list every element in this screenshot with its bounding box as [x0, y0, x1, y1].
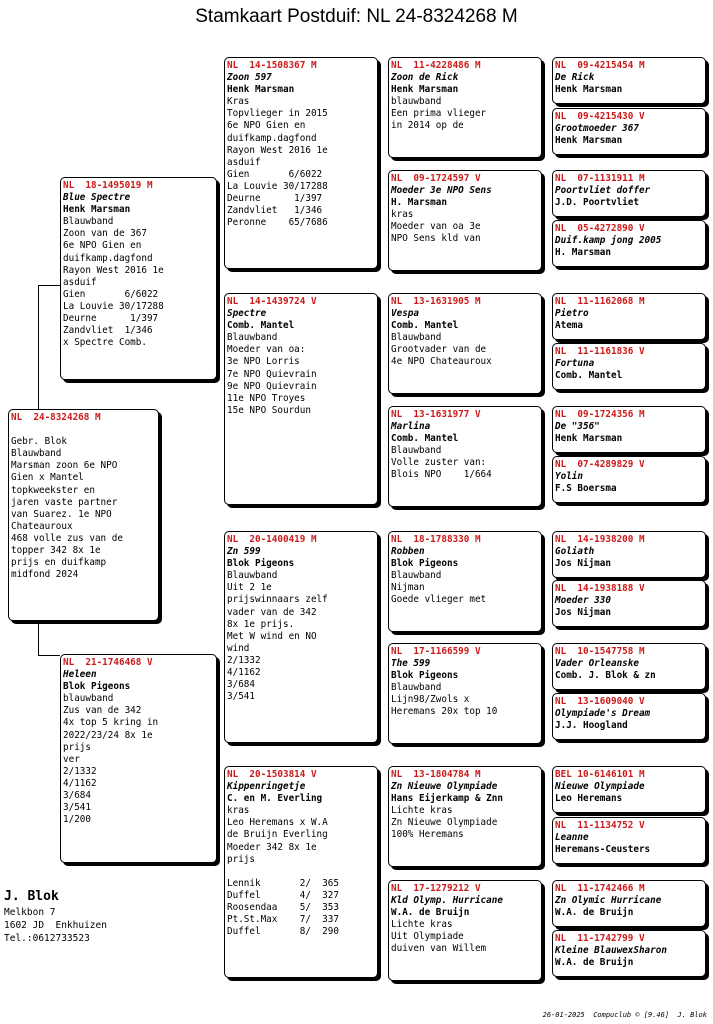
info-line: Gien 6/6022	[227, 168, 323, 180]
info-line: Zandvliet 1/346	[227, 205, 323, 217]
info-line: 4x top 5 kring in	[63, 717, 159, 729]
info-line: topkweekster en	[11, 484, 95, 496]
breeder-phone: Tel.:0612733523	[4, 933, 90, 944]
info-line: Een prima vlieger	[391, 108, 487, 120]
info-line: Duffel 8/ 290	[227, 926, 339, 938]
info-line: Lichte kras	[391, 919, 453, 931]
pigeon-name: Kld Olymp. Hurricane	[391, 895, 503, 907]
ring-number: NL 10-1547758 M	[555, 646, 645, 657]
info-line: 3/684	[63, 790, 91, 802]
pedigree-box-mmf[interactable]	[388, 766, 542, 867]
pedigree-box-g4[interactable]	[552, 220, 706, 267]
ring-number: NL 20-1503814 V	[227, 769, 317, 780]
pedigree-box-g3[interactable]	[552, 170, 706, 217]
info-line: Topvlieger in 2015	[227, 108, 328, 120]
pedigree-box-mmm[interactable]	[388, 880, 542, 981]
owner-name: W.A. de Bruijn	[555, 907, 634, 919]
pedigree-box-fmf[interactable]	[388, 293, 542, 394]
pigeon-name: Kleine BlauwexSharon	[555, 945, 667, 957]
pedigree-box-g12[interactable]	[552, 693, 706, 740]
pedigree-box-g1[interactable]	[552, 57, 706, 104]
info-line	[11, 424, 158, 436]
pedigree-box-mff[interactable]	[388, 531, 542, 632]
pedigree-box-g5[interactable]	[552, 293, 706, 340]
owner-name: Henk Marsman	[555, 433, 623, 445]
info-line: 2022/23/24 8x 1e	[63, 729, 153, 741]
ring-number: NL 09-4215430 V	[555, 111, 645, 122]
breeder-street: Melkbon 7	[4, 907, 56, 918]
pigeon-name: Leanne	[555, 832, 589, 844]
pigeon-name: Moeder 3e NPO Sens	[391, 185, 492, 197]
info-line: 15e NPO Sourdun	[227, 404, 311, 416]
info-line: Duffel 4/ 327	[227, 889, 339, 901]
pedigree-box-g15[interactable]	[552, 880, 706, 927]
info-line: Zoon van de 367	[63, 228, 147, 240]
ring-number: NL 05-4272890 V	[555, 223, 645, 234]
ring-number: NL 11-1134752 V	[555, 820, 645, 831]
connector-line	[38, 621, 39, 655]
pigeon-name: Vespa	[391, 308, 419, 320]
info-line: duifkamp.dagfond	[63, 252, 153, 264]
owner-name: Henk Marsman	[391, 84, 459, 96]
owner-name: Comb. Mantel	[227, 320, 295, 332]
owner-name: Henk Marsman	[555, 84, 623, 96]
info-line: Moeder van oa:	[227, 344, 306, 356]
ring-number: NL 13-1609040 V	[555, 696, 645, 707]
info-line: Zus van de 342	[63, 705, 142, 717]
breeder-info	[4, 888, 107, 945]
ring-number: NL 14-1439724 V	[227, 296, 317, 307]
info-line: 3/541	[227, 691, 255, 703]
info-line: Peronne 65/7686	[227, 217, 328, 229]
connector-line	[38, 285, 60, 286]
pigeon-name: Zoon de Rick	[391, 72, 459, 84]
pedigree-box-g2[interactable]	[552, 108, 706, 155]
pedigree-box-main[interactable]	[8, 409, 159, 621]
info-line: Uit 2 1e	[227, 582, 272, 594]
info-line: Lichte kras	[391, 805, 453, 817]
pigeon-name: De Rick	[555, 72, 595, 84]
ring-number: NL 11-1161836 V	[555, 346, 645, 357]
info-line: La Louvie 30/17288	[227, 180, 328, 192]
info-line: Leo Heremans x W.A	[227, 817, 328, 829]
ring-number: NL 18-1495019 M	[63, 180, 153, 191]
pigeon-name: Goliath	[555, 546, 595, 558]
info-line: wind	[227, 642, 250, 654]
info-line: Deurne 1/397	[227, 193, 323, 205]
info-line: Grootvader van de	[391, 344, 487, 356]
ring-number: NL 09-1724597 V	[391, 173, 481, 184]
info-line: van Suarez. 1e NPO	[11, 508, 112, 520]
pigeon-name: Kippenringetje	[227, 781, 306, 793]
owner-name: F.S Boersma	[555, 483, 617, 495]
pigeon-name: Poortvliet doffer	[555, 185, 651, 197]
owner-name: Comb. Mantel	[391, 433, 459, 445]
pigeon-name: Zoon 597	[227, 72, 272, 84]
info-line: 468 volle zus van de	[11, 532, 123, 544]
pedigree-box-mother[interactable]	[60, 654, 217, 863]
pigeon-name: Grootmoeder 367	[555, 123, 639, 135]
pedigree-box-g11[interactable]	[552, 643, 706, 690]
pigeon-name: Zn Nieuwe Olympiade	[391, 781, 498, 793]
ring-number: NL 11-4228486 M	[391, 60, 481, 71]
pigeon-name: De "356"	[555, 421, 600, 433]
ring-number: NL 17-1279212 V	[391, 883, 481, 894]
info-line: Moeder van oa 3e	[391, 221, 481, 233]
ring-number: NL 21-1746468 V	[63, 657, 153, 668]
info-line: 9e NPO Quievrain	[227, 380, 317, 392]
owner-name: Comb. Mantel	[391, 320, 459, 332]
info-line: prijs en duifkamp	[11, 557, 107, 569]
info-line: Zandvliet 1/346	[63, 325, 153, 337]
ring-number: NL 13-1631905 M	[391, 296, 481, 307]
owner-name: Blok Pigeons	[391, 670, 459, 682]
ring-number: NL 07-1131911 M	[555, 173, 645, 184]
info-line: Deurne 1/397	[63, 313, 159, 325]
info-line: prijs	[63, 741, 91, 753]
ring-number: NL 14-1938200 M	[555, 534, 645, 545]
info-line: 1/200	[63, 814, 91, 826]
pigeon-name: Duif.kamp jong 2005	[555, 235, 662, 247]
info-line: 4/1162	[227, 667, 261, 679]
breeder-name: J. Blok	[4, 889, 59, 904]
owner-name: H. Marsman	[391, 197, 447, 209]
info-line: NPO Sens kld van	[391, 233, 481, 245]
info-line: Blauwband	[391, 332, 442, 344]
info-line: 3/684	[227, 679, 255, 691]
info-line: Gebr. Blok	[11, 436, 67, 448]
connector-line	[38, 655, 60, 656]
owner-name: Jos Nijman	[555, 558, 611, 570]
info-line: prijswinnaars zelf	[227, 594, 328, 606]
info-line: midfond 2024	[11, 569, 79, 581]
ring-number: NL 09-1724356 M	[555, 409, 645, 420]
ring-number: NL 17-1166599 V	[391, 646, 481, 657]
pedigree-box-fff[interactable]	[388, 57, 542, 158]
pedigree-box-g16[interactable]	[552, 930, 706, 977]
owner-name: Hans Eijerkamp & Znn	[391, 793, 503, 805]
owner-name: Henk Marsman	[227, 84, 295, 96]
info-line: Blauwband	[391, 445, 442, 457]
info-line: Blauwband	[227, 332, 278, 344]
info-line: duiven van Willem	[391, 943, 487, 955]
page-title: Stamkaart Postduif: NL 24-8324268 M	[195, 6, 518, 27]
ring-number: NL 11-1742466 M	[555, 883, 645, 894]
info-line: Nijman	[391, 582, 425, 594]
info-line: Goede vlieger met	[391, 594, 487, 606]
info-line: 4/1162	[63, 777, 97, 789]
ring-number: BEL 10-6146101 M	[555, 769, 645, 780]
owner-name: C. en M. Everling	[227, 793, 323, 805]
pedigree-box-mfm[interactable]	[388, 643, 542, 744]
pedigree-box-fm[interactable]	[224, 293, 378, 505]
info-line: Rayon West 2016 1e	[227, 144, 328, 156]
info-line: Pt.St.Max 7/ 337	[227, 914, 339, 926]
info-line: 3e NPO Lorris	[227, 356, 300, 368]
pigeon-name: Zn 599	[227, 546, 261, 558]
pigeon-name: Vader Orleanske	[555, 658, 639, 670]
info-line: Blauwband	[63, 216, 114, 228]
info-line: Heremans 20x top 10	[391, 706, 498, 718]
ring-number: NL 09-4215454 M	[555, 60, 645, 71]
info-line: vader van de 342	[227, 606, 317, 618]
info-line: Volle zuster van:	[391, 457, 487, 469]
info-line: 6e NPO Gien en	[227, 120, 306, 132]
owner-name: H. Marsman	[555, 247, 611, 259]
info-line: kras	[391, 209, 414, 221]
info-line: 3/541	[63, 802, 91, 814]
owner-name: Atema	[555, 320, 583, 332]
info-line: Kras	[227, 96, 250, 108]
info-line: 6e NPO Gien en	[63, 240, 142, 252]
info-line: Blauwband	[227, 570, 278, 582]
info-line: Moeder 342 8x 1e	[227, 841, 317, 853]
info-line: Gien 6/6022	[63, 288, 159, 300]
ring-number: NL 14-1938188 V	[555, 583, 645, 594]
info-line: 8x 1e prijs.	[227, 618, 295, 630]
info-line: Blauwband	[391, 570, 442, 582]
pedigree-box-g6[interactable]	[552, 343, 706, 390]
pigeon-name: Marlina	[391, 421, 431, 433]
footer-credit: 26-01-2025 Compuclub © [9.46] J. Blok	[542, 1011, 707, 1019]
info-line: Lijn98/Zwols x	[391, 694, 470, 706]
pigeon-name: Fortuna	[555, 358, 595, 370]
info-line: Blauwband	[391, 682, 442, 694]
owner-name: Jos Nijman	[555, 607, 611, 619]
info-line: jaren vaste partner	[11, 496, 118, 508]
pigeon-name: Yolin	[555, 471, 583, 483]
info-line: Roosendaa 5/ 353	[227, 902, 339, 914]
info-line: ver	[63, 753, 80, 765]
owner-name: J.D. Poortvliet	[555, 197, 639, 209]
info-line: 100% Heremans	[391, 829, 464, 841]
info-line: Blauwband	[11, 448, 62, 460]
info-line: kras	[227, 805, 250, 817]
pedigree-box-fmm[interactable]	[388, 406, 542, 507]
info-line: 2/1332	[63, 765, 97, 777]
pedigree-box-g8[interactable]	[552, 456, 706, 503]
pigeon-name: Robben	[391, 546, 425, 558]
owner-name: Comb. Mantel	[555, 370, 623, 382]
pigeon-name: Nieuwe Olympiade	[555, 781, 645, 793]
ring-number: NL 18-1788330 M	[391, 534, 481, 545]
info-line: Zn Nieuwe Olympiade	[391, 817, 498, 829]
owner-name: J.J. Hoogland	[555, 720, 628, 732]
pedigree-box-father[interactable]	[60, 177, 217, 380]
info-line: blauwband	[391, 96, 442, 108]
info-line: Met W wind en NO	[227, 630, 317, 642]
info-line	[227, 866, 377, 878]
pigeon-name: The 599	[391, 658, 431, 670]
pedigree-box-mf[interactable]	[224, 531, 378, 743]
ring-number: NL 13-1631977 V	[391, 409, 481, 420]
info-line: Blois NPO 1/664	[391, 469, 492, 481]
breeder-city: 1602 JD Enkhuizen	[4, 920, 107, 931]
info-line: Chateauroux	[11, 520, 73, 532]
pigeon-name: Zn Olymic Hurricane	[555, 895, 662, 907]
owner-name: Henk Marsman	[555, 135, 623, 147]
connector-line	[38, 285, 39, 411]
owner-name: Heremans-Ceusters	[555, 844, 651, 856]
pedigree-box-g13[interactable]	[552, 766, 706, 813]
info-line: topper 342 8x 1e	[11, 545, 101, 557]
pedigree-box-ffm[interactable]	[388, 170, 542, 271]
info-line: Gien x Mantel	[11, 472, 84, 484]
info-line: Lennik 2/ 365	[227, 877, 339, 889]
pedigree-box-mm[interactable]	[224, 766, 378, 978]
owner-name: W.A. de Bruijn	[555, 957, 634, 969]
pigeon-name: Moeder 330	[555, 595, 611, 607]
ring-number: NL 11-1742799 V	[555, 933, 645, 944]
info-line: La Louvie 30/17288	[63, 300, 164, 312]
info-line: asduif	[227, 156, 261, 168]
ring-number: NL 07-4289829 V	[555, 459, 645, 470]
info-line: asduif	[63, 276, 97, 288]
owner-name: Blok Pigeons	[227, 558, 295, 570]
pedigree-box-g9[interactable]	[552, 531, 706, 578]
pedigree-box-g7[interactable]	[552, 406, 706, 453]
owner-name: Comb. J. Blok & zn	[555, 670, 656, 682]
info-line: Rayon West 2016 1e	[63, 264, 164, 276]
pigeon-name: Olympiade's Dream	[555, 708, 651, 720]
info-line: Uit Olympiade	[391, 931, 464, 943]
info-line: 11e NPO Troyes	[227, 392, 306, 404]
info-line: prijs	[227, 853, 255, 865]
info-line: x Spectre Comb.	[63, 337, 147, 349]
ring-number: NL 24-8324268 M	[11, 412, 101, 423]
info-line: duifkamp.dagfond	[227, 132, 317, 144]
info-line: Marsman zoon 6e NPO	[11, 460, 118, 472]
pigeon-name: Pietro	[555, 308, 589, 320]
ring-number: NL 11-1162068 M	[555, 296, 645, 307]
info-line: 4e NPO Chateauroux	[391, 356, 492, 368]
info-line: de Bruijn Everling	[227, 829, 328, 841]
ring-number: NL 20-1400419 M	[227, 534, 317, 545]
owner-name: Blok Pigeons	[63, 681, 131, 693]
owner-name: Henk Marsman	[63, 204, 131, 216]
pedigree-box-ff[interactable]	[224, 57, 378, 269]
info-line: 7e NPO Quievrain	[227, 368, 317, 380]
pigeon-name: Spectre	[227, 308, 267, 320]
owner-name: W.A. de Bruijn	[391, 907, 470, 919]
info-line: blauwband	[63, 693, 114, 705]
owner-name: Leo Heremans	[555, 793, 623, 805]
ring-number: NL 14-1508367 M	[227, 60, 317, 71]
pedigree-box-g10[interactable]	[552, 580, 706, 627]
owner-name: Blok Pigeons	[391, 558, 459, 570]
pedigree-box-g14[interactable]	[552, 817, 706, 864]
info-line: in 2014 op de	[391, 120, 464, 132]
ring-number: NL 13-1804784 M	[391, 769, 481, 780]
info-line: 2/1332	[227, 654, 261, 666]
pigeon-name: Blue Spectre	[63, 192, 131, 204]
pigeon-name: Heleen	[63, 669, 97, 681]
